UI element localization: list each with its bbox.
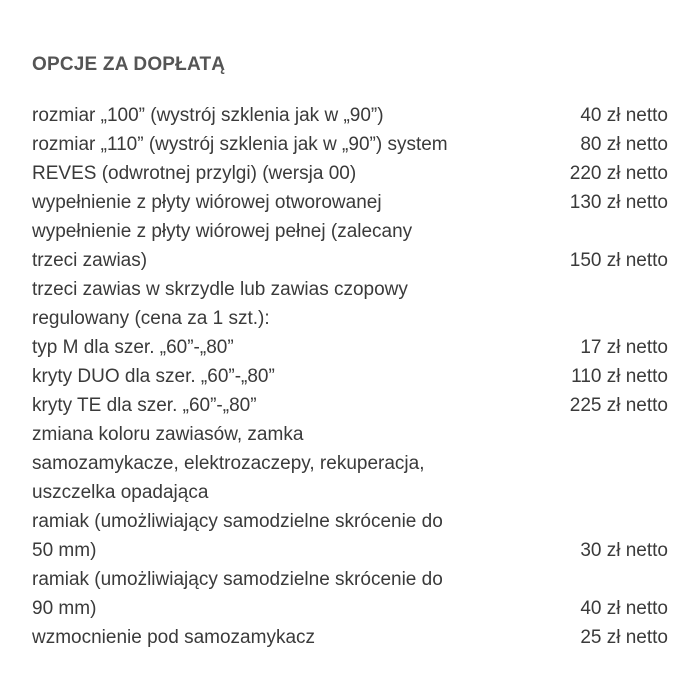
option-description: REVES (odwrotnej przylgi) (wersja 00) [32, 163, 357, 184]
option-description: trzeci zawias w skrzydle lub zawias czopowy regulowany (cena za 1 szt.): [32, 279, 408, 329]
option-price: 130 zł netto [569, 192, 668, 213]
option-row [32, 420, 668, 507]
option-price: 17 zł netto [580, 337, 668, 358]
option-group-header [32, 275, 668, 333]
option-description: wzmocnienie pod samozamykacz [32, 627, 316, 648]
option-price: 40 zł netto [580, 598, 668, 619]
option-description: ramiak (umożliwiający samodzielne skrócenie do 50 mm) [32, 511, 443, 561]
option-price: 110 zł netto [571, 366, 668, 387]
option-description: typ M dla szer. „60”-„80” [32, 337, 234, 358]
option-row [32, 391, 668, 420]
option-row [32, 362, 668, 391]
option-price: 220 zł netto [569, 163, 668, 184]
option-description: rozmiar „110” (wystrój szklenia jak w „90”) system [32, 134, 448, 155]
option-price: 40 zł netto [580, 105, 668, 126]
option-price: 30 zł netto [580, 540, 668, 561]
option-row [32, 159, 668, 188]
option-row [32, 217, 668, 275]
option-price: 150 zł netto [569, 250, 668, 271]
option-description: kryty TE dla szer. „60”-„80” [32, 395, 257, 416]
option-price: 225 zł netto [569, 395, 668, 416]
option-row [32, 101, 668, 130]
option-price: 25 zł netto [580, 627, 668, 648]
option-row [32, 130, 668, 159]
option-row [32, 623, 668, 652]
option-description: kryty DUO dla szer. „60”-„80” [32, 366, 275, 387]
option-row [32, 188, 668, 217]
option-row [32, 507, 668, 565]
option-row [32, 333, 668, 362]
option-description: ramiak (umożliwiający samodzielne skrócenie do 90 mm) [32, 569, 443, 619]
option-description: zmiana koloru zawiasów, zamka samozamykacze, elektrozaczepy, rekuperacja, uszczelka opadająca [32, 424, 425, 503]
option-price: 80 zł netto [580, 134, 668, 155]
section-title: OPCJE ZA DOPŁATĄ [32, 54, 226, 75]
option-row [32, 565, 668, 623]
option-description: wypełnienie z płyty wiórowej otworowanej [32, 192, 382, 213]
options-list [32, 101, 668, 652]
option-description: wypełnienie z płyty wiórowej pełnej (zalecany trzeci zawias) [32, 221, 413, 271]
options-panel [32, 50, 668, 652]
option-description: rozmiar „100” (wystrój szklenia jak w „90”) [32, 105, 384, 126]
